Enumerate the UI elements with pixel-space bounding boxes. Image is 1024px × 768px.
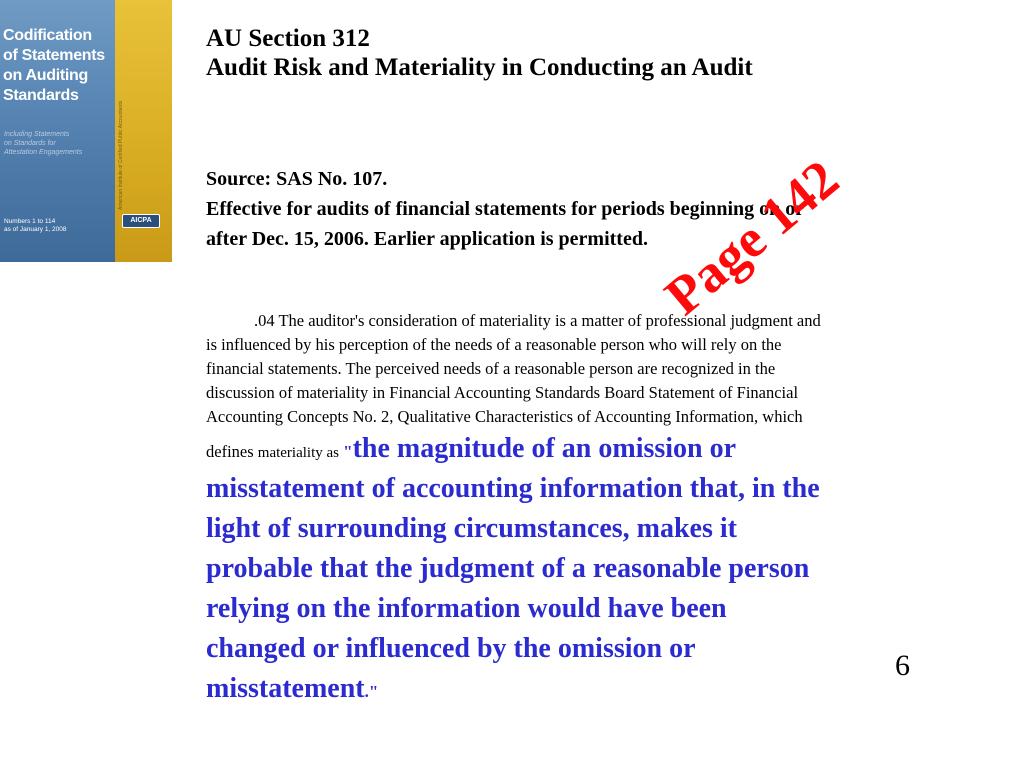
close-quote-mark: ."	[364, 682, 379, 701]
slide-number: 6	[895, 649, 910, 682]
book-spine-text: American Institute of Certified Public Accountants	[118, 100, 124, 210]
section-title: Audit Risk and Materiality in Conducting an Audit	[206, 54, 753, 81]
section-header	[206, 24, 826, 82]
paragraph-text: .04 The auditor's consideration of materiality is a matter of professional judgment and is influenced by his perception of the needs of a reasonable person who will rely on the financial statements. The perceived needs of a reasonable person are recognized in the discussion of materiality in Financial Accounting Standards Board Statement of Financial Accounting Concepts No. 2, Qualitative Characteristics of Accounting Information, which defines	[206, 311, 821, 461]
effective-date-note: Effective for audits of financial statements for periods beginning on or after Dec. 15, 2006. Earlier application is permitted.	[206, 198, 804, 250]
book-cover-numbers: Numbers 1 to 114 as of January 1, 2008	[4, 218, 67, 233]
source-line: Source: SAS No. 107.	[206, 168, 388, 190]
book-cover-title: Codification of Statements on Auditing Standards	[3, 27, 105, 104]
section-number: AU Section 312	[206, 25, 370, 52]
materiality-paragraph	[206, 309, 824, 709]
page-reference-stamp: Page 142	[653, 148, 850, 327]
book-cover-image	[0, 0, 172, 262]
materiality-definition-quote: the magnitude of an omission or misstatement of accounting information that, in the light of surrounding circumstances, makes it probable that the judgment of a reasonable person relying on the information would have been changed or influenced by the omission or misstatement	[206, 433, 820, 704]
aicpa-logo: AICPA	[122, 214, 160, 228]
paragraph-lead-in: materiality as	[257, 445, 339, 461]
open-quote-mark: "	[343, 442, 353, 461]
book-cover-subtitle: Including Statements on Standards for Attestation Engagements	[4, 131, 83, 156]
